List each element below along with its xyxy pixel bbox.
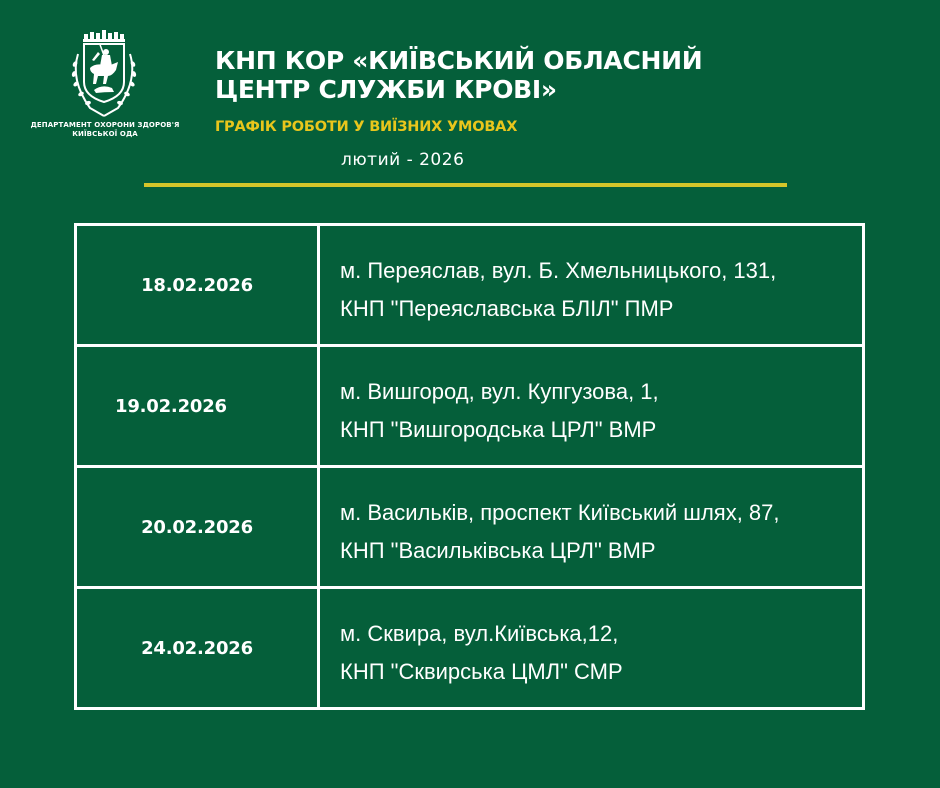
department-line-2: КИЇВСЬКОЇ ОДА — [72, 130, 138, 138]
schedule-subtitle: ГРАФІК РОБОТИ У ВИЇЗНИХ УМОВАХ — [215, 119, 518, 135]
institution: КНП "Сквирська ЦМЛ" СМР — [340, 659, 623, 684]
date-cell: 20.02.2026 — [76, 467, 319, 588]
month-label: лютий - 2026 — [341, 150, 465, 170]
institution: КНП "Васильківська ЦРЛ" ВМР — [340, 538, 656, 563]
location-cell — [319, 346, 864, 467]
location-cell — [319, 225, 864, 346]
date-cell: 19.02.2026 — [76, 346, 319, 467]
divider-line — [144, 183, 787, 187]
table-row — [76, 346, 864, 467]
address: м. Васильків, проспект Київський шлях, 87, — [340, 500, 780, 525]
table-row — [76, 588, 864, 709]
location-cell — [319, 467, 864, 588]
date-cell: 18.02.2026 — [76, 225, 319, 346]
address: м. Сквира, вул.Київська,12, — [340, 621, 619, 646]
title-line-2: ЦЕНТР СЛУЖБИ КРОВІ» — [215, 75, 557, 104]
table-row — [76, 225, 864, 346]
department-name — [20, 121, 190, 139]
address: м. Переяслав, вул. Б. Хмельницького, 131, — [340, 258, 777, 283]
date-cell: 24.02.2026 — [76, 588, 319, 709]
table-row — [76, 467, 864, 588]
location-cell — [319, 588, 864, 709]
coat-of-arms-logo-icon — [62, 30, 146, 118]
title-line-1: КНП КОР «КИЇВСЬКИЙ ОБЛАСНИЙ — [215, 46, 703, 75]
page-title — [215, 46, 702, 104]
address: м. Вишгород, вул. Купгузова, 1, — [340, 379, 659, 404]
schedule-table — [74, 223, 865, 710]
department-line-1: ДЕПАРТАМЕНТ ОХОРОНИ ЗДОРОВ'Я — [30, 121, 180, 129]
institution: КНП "Переяславська БЛІЛ" ПМР — [340, 296, 674, 321]
institution: КНП "Вишгородська ЦРЛ" ВМР — [340, 417, 657, 442]
